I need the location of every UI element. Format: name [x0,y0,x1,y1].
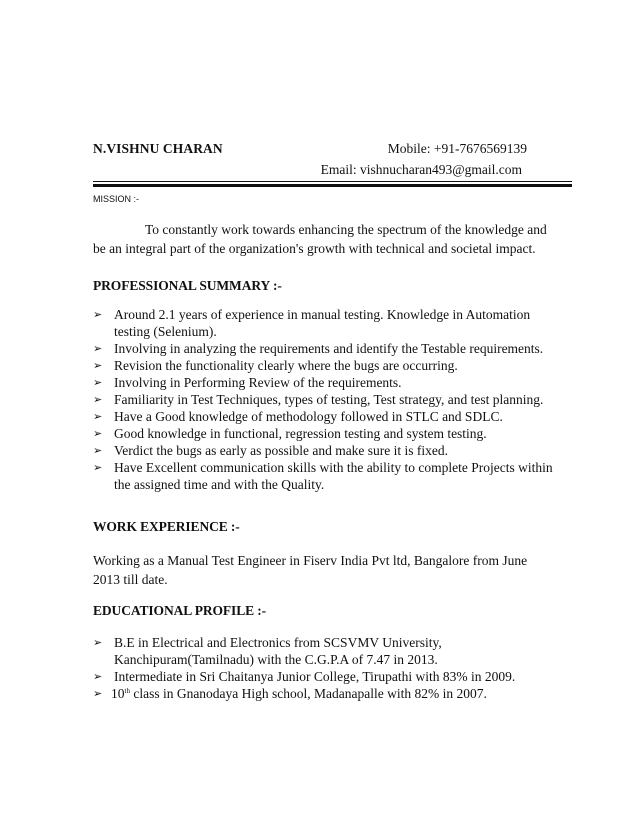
mission-text [93,220,548,258]
email-address: Email: vishnucharan493@gmail.com [320,162,522,177]
list-item: ➢ 10th class in Gnanodaya High school, Madanapalle with 82% in 2007. [93,686,487,701]
list-item: ➢ B.E in Electrical and Electronics from SCSVMV University, Kanchipuram(Tamilnadu) with the C.G.P.A of 7.47 in 2013. [93,635,442,667]
list-item: ➢ Familiarity in Test Techniques, types of testing, Test strategy, and test planning. [93,392,544,407]
list-item: ➢ Involving in Performing Review of the requirements. [93,375,402,390]
bullet-arrow-icon: ➢ [93,376,103,389]
list-item: ➢ Involving in analyzing the requirements and identify the Testable requirements. [93,341,544,356]
list-item: ➢ Verdict the bugs as early as possible and make sure it is fixed. [93,443,449,458]
education-heading: EDUCATIONAL PROFILE :- [93,603,267,618]
list-item: ➢ Good knowledge in functional, regression testing and system testing. [93,426,487,441]
bullet-arrow-icon: ➢ [93,461,103,474]
mission-line-2: be an integral part of the organization's growth with technical and societal impact. [93,241,536,256]
list-item: ➢ Intermediate in Sri Chaitanya Junior College, Tirupathi with 83% in 2009. [93,669,516,684]
bullet-arrow-icon: ➢ [93,670,103,683]
header-divider-thick [93,184,572,187]
work-text: Working as a Manual Test Engineer in Fiserv India Pvt ltd, Bangalore from June 2013 till date. [93,553,528,587]
header-divider-thin [93,181,572,182]
candidate-name: N.VISHNU CHARAN [93,141,223,156]
list-item: ➢ Revision the functionality clearly where the bugs are occurring. [93,358,458,373]
bullet-arrow-icon: ➢ [93,636,103,649]
bullet-arrow-icon: ➢ [93,342,103,355]
mission-label: MISSION :- [93,194,140,204]
mobile-number: Mobile: +91-7676569139 [387,141,527,156]
education-list [93,634,563,702]
bullet-arrow-icon: ➢ [93,444,103,457]
summary-heading: PROFESSIONAL SUMMARY :- [93,278,282,293]
bullet-arrow-icon: ➢ [93,393,103,406]
mission-line-1: To constantly work towards enhancing the spectrum of the knowledge and [145,222,547,237]
bullet-arrow-icon: ➢ [93,308,103,321]
list-item: ➢ Have a Good knowledge of methodology followed in STLC and SDLC. [93,409,503,424]
list-item: ➢ Around 2.1 years of experience in manual testing. Knowledge in Automation testing (Selenium). [93,307,531,339]
summary-list [93,306,563,493]
bullet-arrow-icon: ➢ [93,410,103,423]
list-item: ➢ Have Excellent communication skills with the ability to complete Projects within the assigned time and with the Quality. [93,460,553,492]
bullet-arrow-icon: ➢ [93,687,103,700]
bullet-arrow-icon: ➢ [93,427,103,440]
work-heading: WORK EXPERIENCE :- [93,519,240,534]
bullet-arrow-icon: ➢ [93,359,103,372]
